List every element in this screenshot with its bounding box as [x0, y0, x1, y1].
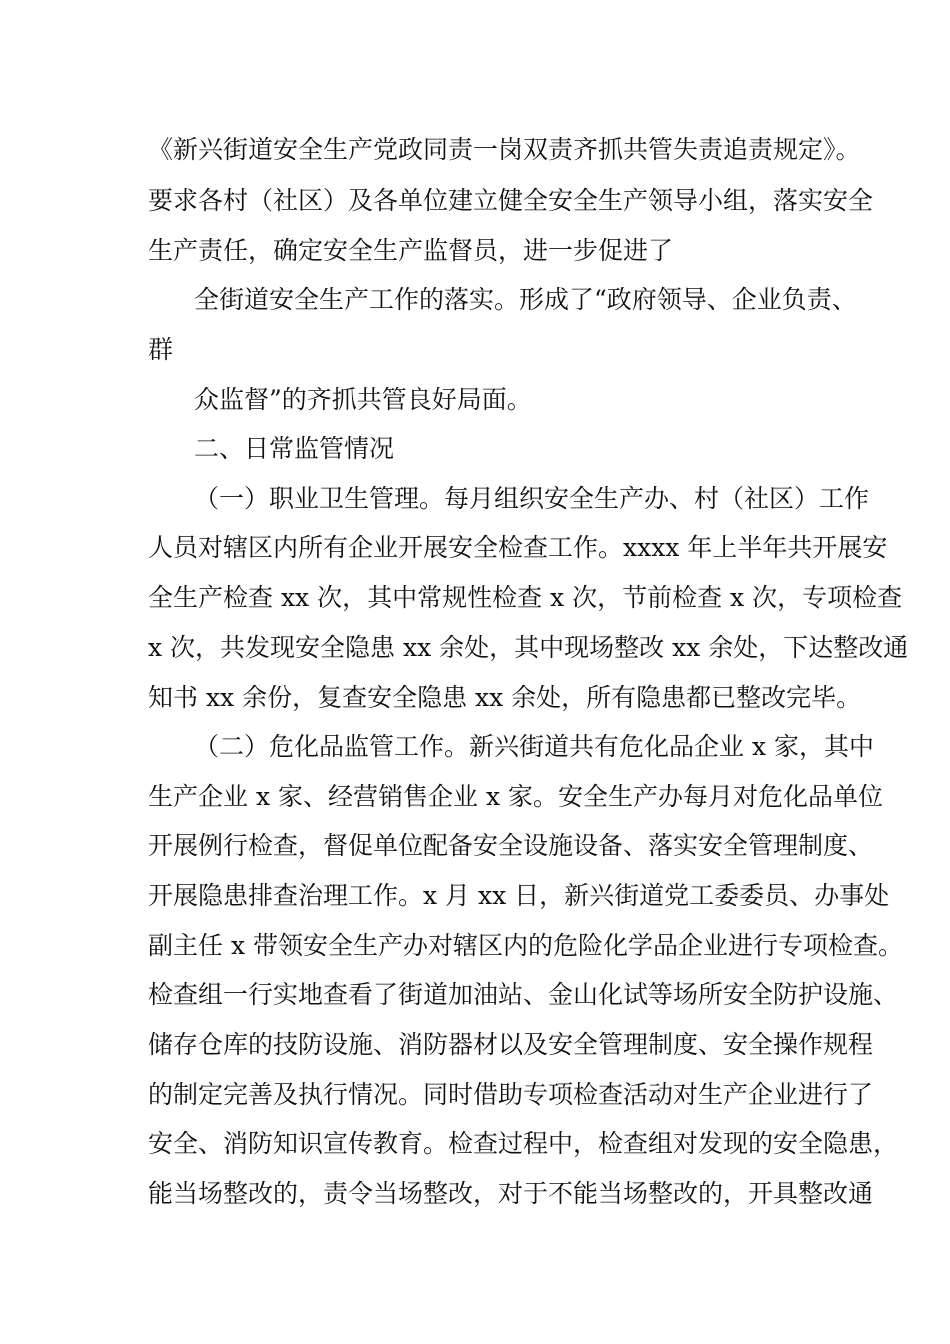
- text-line: 生产责任，确定安全生产监督员，进一步促进了: [148, 236, 674, 265]
- text-line: 的制定完善及执行情况。同时借助专项检查活动对生产企业进行了: [148, 1080, 874, 1109]
- text-line: 要求各村（社区）及各单位建立健全安全生产领导小组，落实安全: [148, 186, 874, 215]
- text-line: x 次，共发现安全隐患 xx 余处，其中现场整改 xx 余处，下达整改通: [148, 633, 909, 662]
- text-line: 开展例行检查，督促单位配备安全设施设备、落实安全管理制度、: [148, 831, 874, 860]
- text-line: 群: [148, 335, 174, 364]
- text-line: 开展隐患排查治理工作。x 月 xx 日，新兴街道党工委委员、办事处: [148, 881, 890, 910]
- text-line: 储存仓库的技防设施、消防器材以及安全管理制度、安全操作规程: [148, 1030, 874, 1059]
- text-line: 生产企业 x 家、经营销售企业 x 家。安全生产办每月对危化品单位: [148, 782, 883, 811]
- text-line: 全生产检查 xx 次，其中常规性检查 x 次，节前检查 x 次，专项检查: [148, 583, 903, 612]
- section-heading: 二、日常监管情况: [194, 434, 395, 463]
- text-line: 副主任 x 带领安全生产办对辖区内的危险化学品企业进行专项检查。: [148, 931, 903, 960]
- text-line: 众监督”的齐抓共管良好局面。: [194, 385, 532, 414]
- text-line: 全街道安全生产工作的落实。形成了“政府领导、企业负责、: [194, 285, 857, 314]
- text-line: 知书 xx 余份，复查安全隐患 xx 余处，所有隐患都已整改完毕。: [148, 683, 862, 712]
- text-line: （二）危化品监管工作。新兴街道共有危化品企业 x 家，其中: [194, 732, 874, 761]
- text-line: 能当场整改的，责令当场整改，对于不能当场整改的，开具整改通: [148, 1179, 874, 1208]
- text-line: 检查组一行实地查看了街道加油站、金山化试等场所安全防护设施、: [148, 980, 899, 1009]
- text-line: 安全、消防知识宣传教育。检查过程中，检查组对发现的安全隐患，: [148, 1129, 899, 1158]
- text-line: 人员对辖区内所有企业开展安全检查工作。xxxx 年上半年共开展安: [148, 533, 888, 562]
- text-line: 《新兴街道安全生产党政同责一岗双责齐抓共管失责追责规定》。: [148, 135, 861, 164]
- text-line: （一）职业卫生管理。每月组织安全生产办、村（社区）工作: [194, 484, 870, 513]
